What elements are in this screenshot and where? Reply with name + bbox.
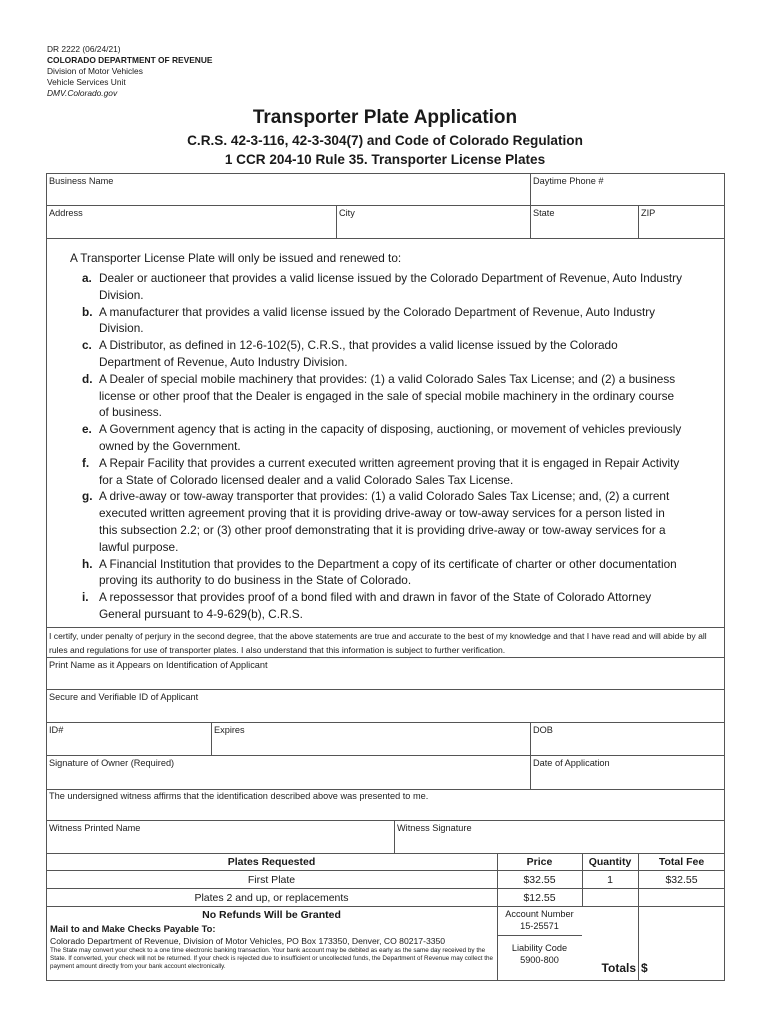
item-text: A Distributor, as defined in 12-6-102(5), C.R.S., that provides a valid license issued by the Colorado Department of Revenue, Auto Industry Division. [99, 338, 618, 369]
item-text: A Government agency that is acting in the capacity of disposing, auctioning, or movement of vehicles previously owned by the Government. [99, 422, 682, 453]
secure-id-field[interactable]: Secure and Verifiable ID of Applicant [49, 692, 199, 702]
divider [46, 627, 725, 628]
dob-field[interactable]: DOB [533, 725, 553, 735]
item-text: A repossessor that provides proof of a bond filed with and drawn in favor of the State of Colorado Attorney General pursuant to 4-9-629(b), C.R.S. [99, 590, 652, 621]
certification-statement: I certify, under penalty of perjury in the second degree, that the above statements are true and accurate to the best of my knowledge and that I have read and will abide by all rules and regulations for use of transporter plates. I also understand that this information is subject to further verification. [49, 631, 707, 655]
no-refunds-notice: No Refunds Will be Granted [202, 909, 341, 921]
first-plate-label: First Plate [247, 874, 296, 886]
divider [46, 906, 725, 907]
eligibility-item [82, 371, 682, 421]
divider [46, 820, 725, 821]
totals-input[interactable] [652, 961, 722, 977]
division-name: Division of Motor Vehicles [47, 66, 143, 76]
divider [497, 935, 582, 936]
item-text: Dealer or auctioneer that provides a valid license issued by the Colorado Department of Revenue, Auto Industry Division. [99, 271, 682, 302]
id-number-field[interactable]: ID# [49, 725, 64, 735]
eligibility-item [82, 270, 682, 304]
eligibility-item [82, 304, 682, 338]
item-letter: b. [82, 304, 93, 319]
item-text: A Dealer of special mobile machinery that provides: (1) a valid Colorado Sales Tax License; and (2) a business license or other proof that the Dealer is engaged in the sale of special mobile machinery in the ordinary course of business. [99, 371, 676, 420]
item-letter: e. [82, 422, 92, 437]
agency-header [47, 44, 213, 99]
divider [638, 205, 639, 238]
print-name-field[interactable]: Print Name as it Appears on Identification of Applicant [49, 660, 268, 670]
mail-to-heading: Mail to and Make Checks Payable To: [50, 923, 216, 934]
divider [211, 722, 212, 755]
witness-signature-field[interactable]: Witness Signature [397, 823, 472, 833]
state-field[interactable]: State [533, 208, 555, 218]
additional-plates-label: Plates 2 and up, or replacements [194, 892, 349, 904]
owner-signature-field[interactable]: Signature of Owner (Required) [49, 758, 175, 768]
eligibility-item [82, 556, 682, 590]
item-text: A Financial Institution that provides to the Department a copy of its certificate of charter or other documentation proving its authority to do business in the State of Colorado. [99, 556, 677, 588]
divider [638, 853, 639, 981]
divider [46, 722, 725, 723]
witness-statement: The undersigned witness affirms that the identification described above was presented to me. [49, 791, 429, 801]
divider [46, 888, 725, 889]
total-fee-header: Total Fee [658, 856, 705, 868]
form-number: DR 2222 (06/24/21) [47, 44, 121, 54]
eligibility-intro: A Transporter License Plate will only be issued and renewed to: [70, 251, 402, 265]
divider [46, 689, 725, 690]
totals-currency: $ [641, 961, 648, 975]
address-field[interactable]: Address [49, 208, 83, 218]
eligibility-item [82, 589, 682, 623]
first-plate-price: $32.55 [523, 874, 556, 886]
quantity-header: Quantity [588, 856, 632, 868]
regulation-reference: 1 CCR 204-10 Rule 35. Transporter License Plates [224, 152, 546, 167]
unit-name: Vehicle Services Unit [47, 77, 126, 87]
first-plate-quantity[interactable]: 1 [607, 874, 613, 886]
divider [46, 238, 725, 239]
divider [46, 755, 725, 756]
item-letter: h. [82, 556, 93, 571]
price-header: Price [526, 856, 553, 868]
website: DMV.Colorado.gov [47, 88, 118, 98]
eligibility-item [82, 421, 682, 455]
eligibility-item [82, 337, 682, 371]
statute-reference: C.R.S. 42-3-116, 42-3-304(7) and Code of Colorado Regulation [187, 133, 583, 148]
item-letter: f. [82, 455, 90, 470]
additional-plates-price: $12.55 [523, 892, 556, 904]
liability-code: 5900-800 [520, 955, 559, 965]
item-letter: g. [82, 489, 93, 504]
divider [46, 853, 725, 854]
department-name: COLORADO DEPARTMENT OF REVENUE [47, 55, 213, 65]
eligibility-item [82, 488, 682, 555]
check-conversion-disclaimer: The State may convert your check to a one time electronic banking transaction. Your bank account may be debited as early as the same day received by the State. If converted, your check will not be returned. If your check is rejected due to insufficient or uncollected funds, the Department of Revenue may collect the payment amount directly from your bank account electronically. [50, 947, 494, 971]
account-number: 15-25571 [520, 921, 559, 931]
daytime-phone-field[interactable]: Daytime Phone # [533, 176, 604, 186]
zip-field[interactable]: ZIP [641, 208, 656, 218]
divider [394, 820, 395, 853]
witness-printed-name-field[interactable]: Witness Printed Name [49, 823, 141, 833]
page-title: Transporter Plate Application [252, 107, 518, 128]
item-text: A drive-away or tow-away transporter that provides: (1) a valid Colorado Sales Tax License; and, (2) a current executed written agreement proving that it is providing drive-away or tow-away services for a person listed in this subsection 2.2; or (3) other proof demonstrating that it is providing drive-away or tow-away services for a lawful purpose. [99, 489, 670, 554]
eligibility-list [82, 270, 682, 623]
account-number-label: Account Number [505, 909, 574, 919]
item-text: A Repair Facility that provides a current executed written agreement proving that it is engaged in Repair Activity for a State of Colorado licensed dealer and a valid Colorado Sales Tax License. [99, 455, 680, 487]
item-letter: a. [82, 271, 92, 285]
item-letter: c. [82, 338, 92, 353]
item-letter: i. [82, 590, 89, 605]
eligibility-item [82, 455, 682, 489]
liability-code-label: Liability Code [511, 943, 568, 953]
divider [46, 789, 725, 790]
item-text: A manufacturer that provides a valid license issued by the Colorado Department of Revenue, Auto Industry Division. [99, 304, 656, 336]
item-letter: d. [82, 371, 93, 386]
plates-requested-header: Plates Requested [227, 856, 316, 868]
date-of-application-field[interactable]: Date of Application [533, 758, 610, 768]
mailing-address: Colorado Department of Revenue, Division of Motor Vehicles, PO Box 173350, Denver, CO 80217-3350 [50, 936, 446, 946]
divider [46, 870, 725, 871]
expires-field[interactable]: Expires [214, 725, 245, 735]
city-field[interactable]: City [339, 208, 355, 218]
totals-label: Totals [601, 961, 636, 975]
business-name-field[interactable]: Business Name [49, 176, 114, 186]
divider [46, 657, 725, 658]
divider [336, 205, 337, 238]
first-plate-total[interactable]: $32.55 [665, 874, 698, 886]
divider [46, 205, 725, 206]
